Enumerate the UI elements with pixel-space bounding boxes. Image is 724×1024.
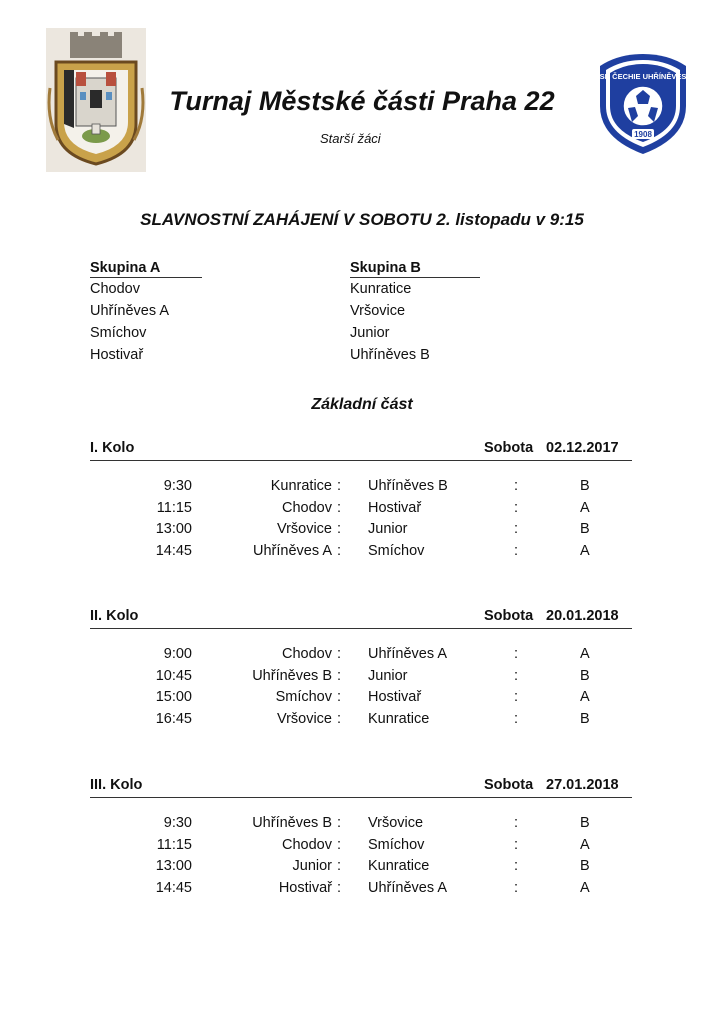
match-separator: : [337,646,342,662]
match-separator: : [514,711,519,728]
group-team: Kunratice [350,281,412,297]
match-separator: : [337,521,342,538]
match-time: 15:00 [155,689,192,706]
match-separator: : [337,858,342,875]
match-row [90,711,632,733]
match-away: Uhříněves B [368,478,448,494]
round-header [90,608,632,629]
match-away: Kunratice [368,858,430,875]
match-group: B [580,711,590,728]
match-time: 13:00 [155,521,192,538]
match-row [90,646,632,668]
round-2 [90,608,632,733]
match-row [90,521,632,543]
round-3 [90,777,632,902]
round-date: 20.01.2018 [546,608,619,624]
round-day: Sobota [484,440,534,456]
match-group: A [580,836,590,853]
match-away: Vršovice [368,815,424,831]
round-header [90,440,632,461]
match-home: Uhříněves B [252,667,332,684]
match-group: A [580,880,590,897]
group-team: Hostivař [90,347,144,363]
match-separator: : [514,521,519,538]
group-team: Junior [350,325,390,341]
match-away: Kunratice [368,711,430,728]
match-separator: : [514,836,519,853]
match-row [90,500,632,522]
match-group: A [580,543,590,560]
match-home: Chodov [282,836,332,853]
round-title: III. Kolo [90,777,143,793]
group-b [350,260,480,366]
group-team: Uhříněves B [350,347,430,363]
match-separator: : [337,543,342,560]
match-away: Smíchov [368,836,425,853]
match-home: Vršovice [276,711,332,728]
match-time: 11:15 [156,499,192,516]
match-group: B [580,667,590,684]
match-separator: : [337,711,342,728]
group-team: Uhříněves A [90,303,169,319]
match-separator: : [337,815,342,831]
match-home: Uhříněves A [253,543,332,560]
match-separator: : [514,543,519,560]
match-separator: : [514,667,519,684]
match-time: 11:15 [156,836,192,853]
round-1 [90,440,632,565]
match-group: B [580,858,590,875]
round-day: Sobota [484,777,534,793]
match-group: A [580,646,590,662]
group-heading: Skupina B [350,260,480,278]
match-separator: : [514,478,519,494]
match-separator: : [337,667,342,684]
match-row [90,880,632,902]
match-row [90,689,632,711]
match-home: Uhříněves B [252,815,332,831]
opening-ceremony-heading: SLAVNOSTNÍ ZAHÁJENÍ V SOBOTU 2. listopadu v 9:15 [140,210,584,229]
match-away: Uhříněves A [368,646,447,662]
match-home: Chodov [282,499,332,516]
match-away: Junior [368,667,408,684]
match-away: Hostivař [368,499,422,516]
match-away: Hostivař [368,689,422,706]
match-group: B [580,478,590,494]
match-row [90,837,632,859]
group-a [90,260,202,366]
match-separator: : [514,858,519,875]
match-home: Kunratice [270,478,332,494]
group-team: Vršovice [350,303,406,319]
match-separator: : [514,880,519,897]
match-away: Smíchov [368,543,425,560]
match-time: 14:45 [155,880,192,897]
match-time: 14:45 [155,543,192,560]
svg-text:SK ČECHIE UHŘÍNĚVES: SK ČECHIE UHŘÍNĚVES [599,72,687,81]
match-separator: : [337,880,342,897]
match-row [90,543,632,565]
match-time: 10:45 [155,667,192,684]
match-time: 13:00 [155,858,192,875]
match-group: B [580,521,590,538]
page-title: Turnaj Městské části Praha 22 [169,86,555,116]
match-separator: : [514,689,519,706]
match-separator: : [337,689,342,706]
round-date: 02.12.2017 [546,440,619,456]
group-heading: Skupina A [90,260,202,278]
match-home: Vršovice [276,521,332,538]
match-row [90,858,632,880]
match-separator: : [514,499,519,516]
section-title: Základní část [311,396,413,413]
match-row [90,478,632,500]
match-group: A [580,689,590,706]
round-date: 27.01.2018 [546,777,619,793]
match-separator: : [514,815,519,831]
subtitle-text: Starší žáci [320,131,381,146]
round-title: I. Kolo [90,440,135,456]
group-team: Smíchov [90,325,147,341]
match-separator: : [514,646,519,662]
round-header [90,777,632,798]
match-away: Junior [368,521,408,538]
match-home: Chodov [282,646,332,662]
group-team: Chodov [90,281,140,297]
match-home: Smíchov [275,689,332,706]
match-separator: : [337,478,342,494]
match-home: Hostivař [278,880,332,897]
match-time: 16:45 [155,711,192,728]
match-time: 9:30 [163,815,192,831]
match-away: Uhříněves A [368,880,447,897]
match-row [90,815,632,837]
round-title: II. Kolo [90,608,139,624]
match-group: A [580,499,590,516]
match-time: 9:30 [163,478,192,494]
svg-text:1908: 1908 [634,130,652,139]
match-time: 9:00 [163,646,192,662]
match-home: Junior [292,858,332,875]
match-row [90,668,632,690]
match-group: B [580,815,590,831]
round-day: Sobota [484,608,534,624]
match-separator: : [337,499,342,516]
match-separator: : [337,836,342,853]
